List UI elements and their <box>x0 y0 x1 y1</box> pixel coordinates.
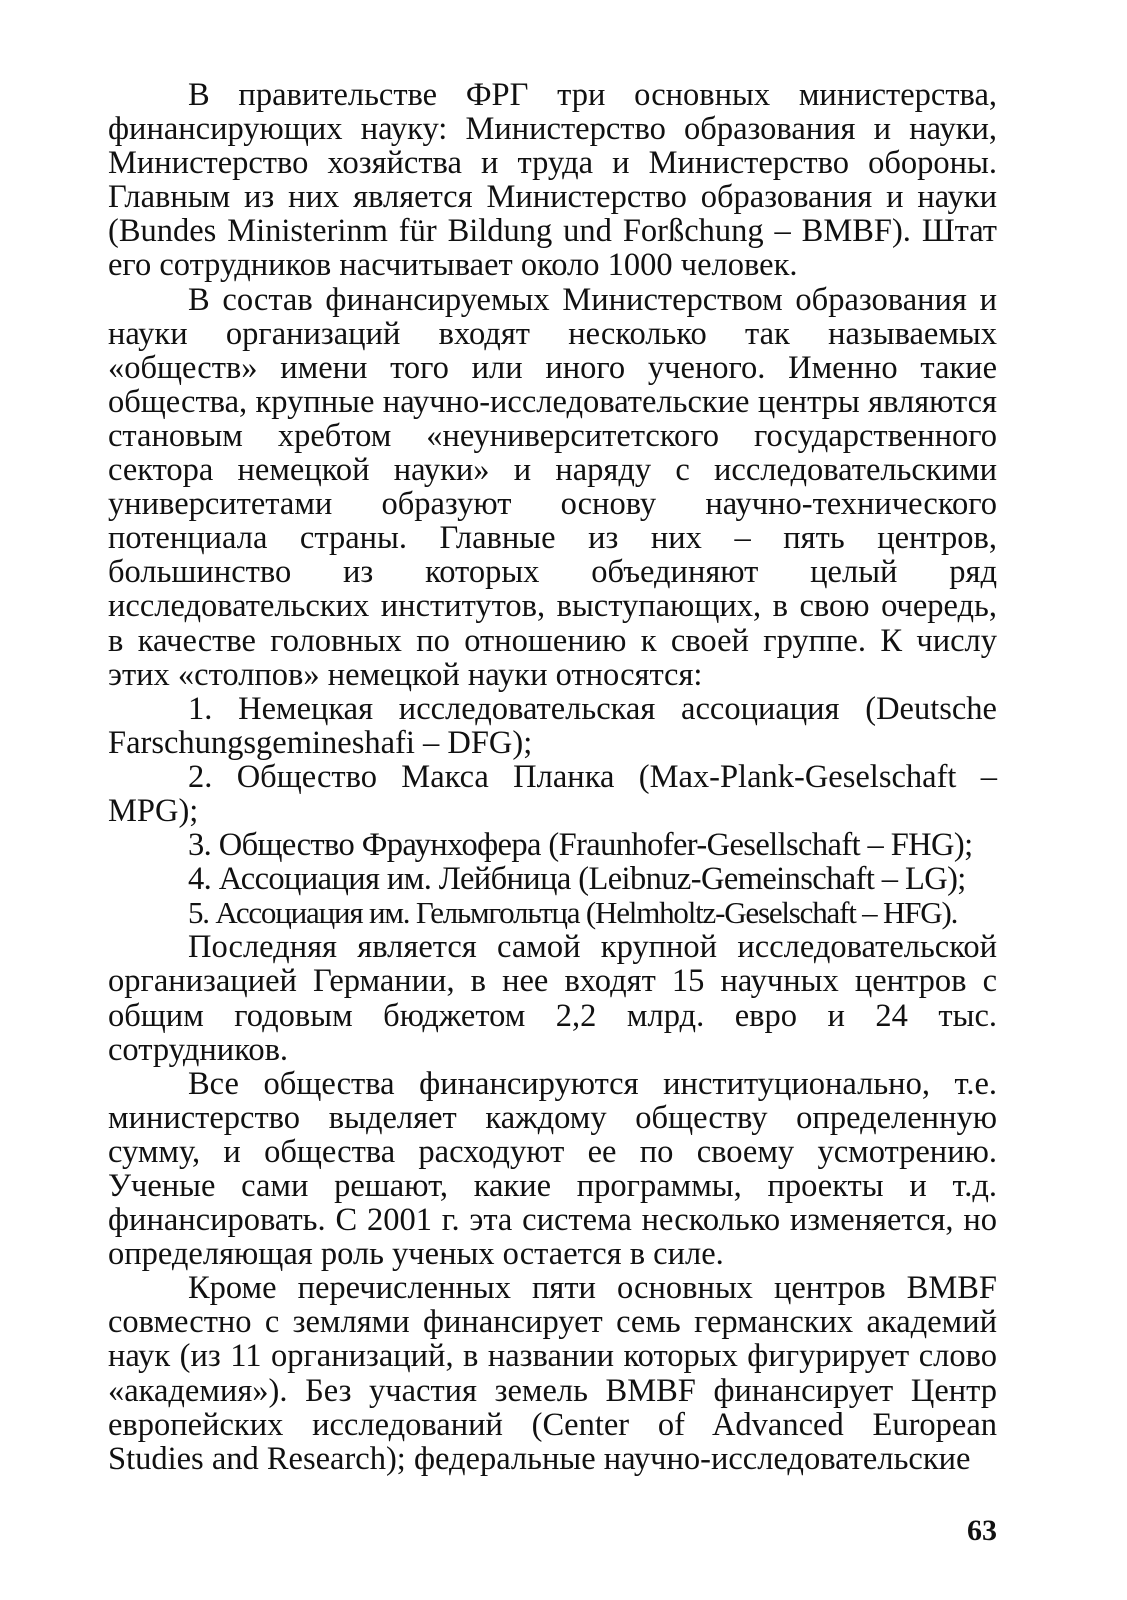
list-item-hfg: 5. Ассоциация им. Гельмгольтца (Helmholtz-Geselschaft – HFG). <box>188 895 958 931</box>
paragraph-ministries: В правительстве ФРГ три основных министерства, финансирующих науку: Министерство образования и науки, Министерство хозяйства и труда и Министерство обороны. Главным из них является Министерство образования и науки (Bundes Ministerinm für Bildung und Forßchung – BMBF). Штат его сотрудников насчитывает около 1000 человек. <box>108 77 997 284</box>
list-item-mpg: 2. Общество Макса Планка (Max-Plank-Geselschaft – MPG); <box>108 758 997 829</box>
list-item-fhg: 3. Общество Фраунхофера (Fraunhofer-Gesellschaft – FHG); <box>188 827 973 864</box>
paragraph-academies: Кроме перечисленных пяти основных центров BMBF совместно с землями финансирует семь германских академий наук (из 11 организаций, в названии которых фигурирует слово «академия»). Без участия земель BMBF финансирует Центр европейских исследований (Center of Advanced European Studies and Research); федеральные научно-исследовательские <box>108 1270 997 1477</box>
societies-list <box>108 692 997 931</box>
paragraph-funding: Все общества финансируются институционально, т.е. министерство выделяет каждому обществу определенную сумму, и общества расходуют ее по своему усмотрению. Ученые сами решают, какие программы, проекты и т.д. финансировать. С 2001 г. эта система несколько изменяется, но определяющая роль ученых остается в силе. <box>108 1065 997 1273</box>
paragraph-societies: В состав финансируемых Министерством образования и науки организаций входят несколько так называемых «обществ» имени того или иного ученого. Именно такие общества, крупные научно-исследовательские центры являются становым хребтом «неуниверситетского государственного сектора немецкой науки» и наряду с исследовательскими университетами образуют основу научно-технического потенциала страны. Главные из них – пять центров, большинство из которых объединяют целый ряд исследовательских институтов, выступающих, в свою очередь, в качестве головных по отношению к своей группе. К числу этих «столпов» немецкой науки относятся: <box>108 281 997 693</box>
page-number: 63 <box>967 1514 997 1547</box>
list-item-lg: 4. Ассоциация им. Лейбница (Leibnuz-Gemeinschaft – LG); <box>188 861 966 898</box>
paragraph-helmholtz: Последняя является самой крупной исследовательской организацией Германии, в нее входят 15 научных центров с общим годовым бюджетом 2,2 млрд. евро и 24 тыс. сотрудников. <box>108 929 997 1068</box>
list-item-dfg: 1. Немецкая исследовательская ассоциация (Deutsche Farschungsgemineshafi – DFG); <box>108 690 997 761</box>
page-body <box>108 78 997 1476</box>
